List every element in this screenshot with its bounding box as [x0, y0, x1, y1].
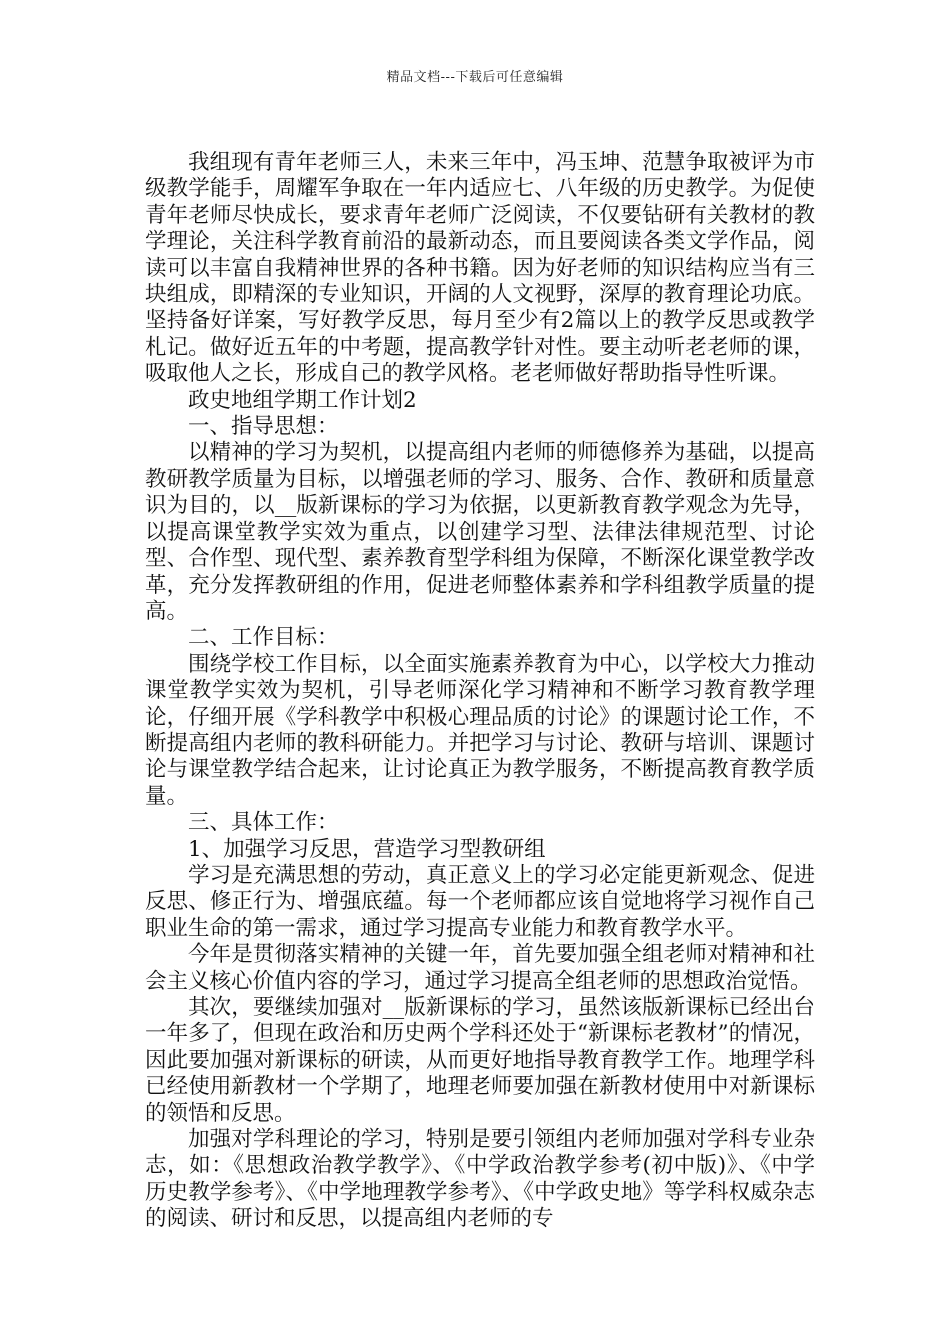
paragraph-subject-theory: 加强对学科理论的学习，特别是要引领组内老师加强对学科专业杂志，如：《思想政治教学教学》、《中学政治教学参考(初中版)》、《中学历史教学参考》、《中学地理教学参考》、《中学政史地》等学科权威杂志的阅读、研讨和反思，以提高组内老师的专 — [145, 1127, 815, 1232]
paragraph-young-teachers: 我组现有青年老师三人，未来三年中，冯玉坤、范慧争取被评为市级教学能手，周耀军争取在一年内适应七、八年级的历史教学。为促使青年老师尽快成长，要求青年老师广泛阅读，不仅要钻研有关教材的教学理论，关注科学教育前沿的最新动态，而且要阅读各类文学作品，阅读可以丰富自我精神世界的各种书籍。因为好老师的知识结构应当有三块组成，即精深的专业知识，开阔的人文视野，深厚的教育理论功底。坚持备好详案，写好教学反思，每月至少有2篇以上的教学反思或教学札记。做好近五年的中考题，提高教学针对性。要主动听老老师的课，吸取他人之长，形成自己的教学风格。老老师做好帮助指导性听课。 — [145, 150, 815, 387]
page-header: 精品文档---下载后可任意编辑 — [386, 70, 564, 85]
paragraph-guiding-thought: 以精神的学习为契机，以提高组内老师的师德修养为基础，以提高教研教学质量为目标，以增强老师的学习、服务、合作、教研和质量意识为目的，以__版新课标的学习为依据，以更新教育教学观念为先导，以提高课堂教学实效为重点，以创建学习型、法律法律规范型、讨论型、合作型、现代型、素养教育型学科组为保障，不断深化课堂教学改革，充分发挥教研组的作用，促进老师整体素养和学科组教学质量的提高。 — [145, 440, 815, 624]
section-heading-guiding-thought: 一、指导思想： — [188, 414, 339, 440]
plan-title: 政史地组学期工作计划2 — [188, 387, 417, 413]
document-body — [145, 150, 815, 1233]
paragraph-learning: 学习是充满思想的劳动，真正意义上的学习必定能更新观念、促进反思、修正行为、增强底蕴。每一个老师都应该自觉地将学习视作自己职业生命的第一需求，通过学习提高专业能力和教育教学水平。 — [145, 862, 815, 941]
section-heading-specific-work: 三、具体工作： — [188, 810, 339, 836]
section-heading-work-goals: 二、工作目标： — [188, 625, 339, 651]
paragraph-new-curriculum: 其次，要继续加强对__版新课标的学习，虽然该版新课标已经出台一年多了，但现在政治和历史两个学科还处于“新课标老教材”的情况，因此要加强对新课标的研读，从而更好地指导教育教学工作。地理学科已经使用新教材一个学期了，地理老师要加强在新教材使用中对新课标的领悟和反思。 — [145, 995, 815, 1126]
subheading-learning-reflection: 1、加强学习反思，营造学习型教研组 — [188, 836, 546, 862]
paragraph-this-year: 今年是贯彻落实精神的关键一年，首先要加强全组老师对精神和社会主义核心价值内容的学习，通过学习提高全组老师的思想政治觉悟。 — [145, 942, 815, 994]
paragraph-work-goals: 围绕学校工作目标，以全面实施素养教育为中心，以学校大力推动课堂教学实效为契机，引导老师深化学习精神和不断学习教育教学理论，仔细开展《学科教学中积极心理品质的讨论》的课题讨论工作，不断提高组内老师的教科研能力。并把学习与讨论、教研与培训、课题讨论与课堂教学结合起来，让讨论真正为教学服务，不断提高教育教学质量。 — [145, 651, 815, 809]
